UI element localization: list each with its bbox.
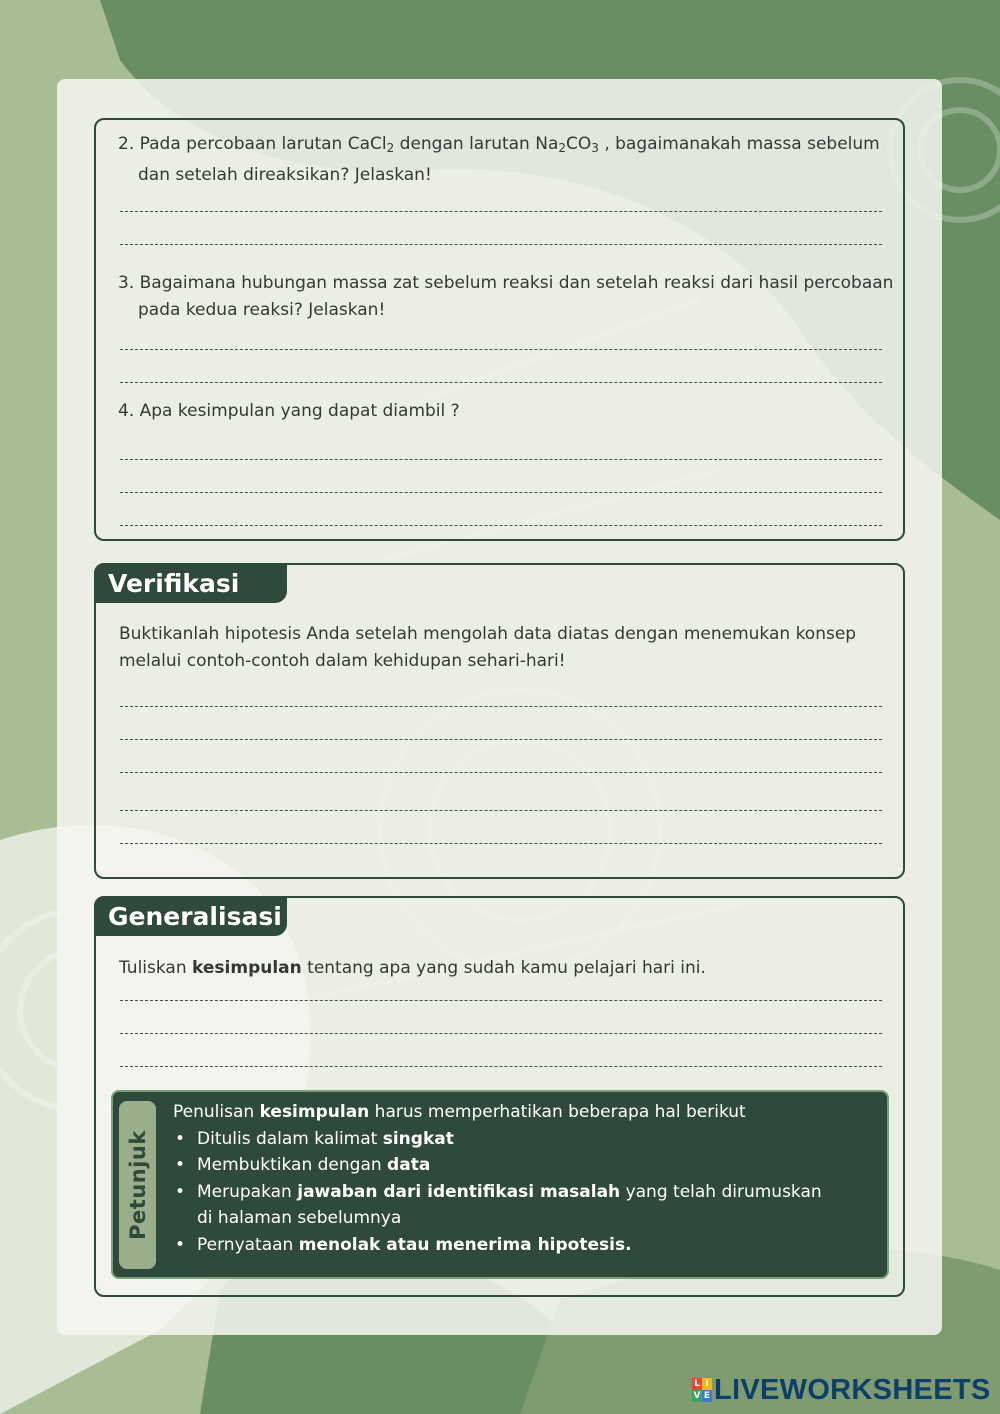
petunjuk-content bbox=[173, 1099, 873, 1258]
petunjuk-list bbox=[173, 1126, 873, 1259]
list-item: • Membuktikan dengan data bbox=[173, 1152, 873, 1179]
answer-line[interactable] bbox=[120, 382, 882, 383]
question-4 bbox=[118, 398, 908, 425]
question-3-line2: pada kedua reaksi? Jelaskan! bbox=[138, 300, 386, 320]
answer-line[interactable] bbox=[120, 459, 882, 460]
verifikasi-prompt-line1: Buktikanlah hipotesis Anda setelah mengolah data diatas dengan menemukan konsep bbox=[119, 624, 857, 644]
answer-line[interactable] bbox=[120, 772, 882, 773]
answer-line[interactable] bbox=[120, 349, 882, 350]
list-item: • Ditulis dalam kalimat singkat bbox=[173, 1126, 873, 1153]
petunjuk-label-text: Petunjuk bbox=[125, 1130, 150, 1240]
answer-line[interactable] bbox=[120, 492, 882, 493]
question-3 bbox=[118, 270, 908, 324]
verifikasi-prompt bbox=[119, 621, 899, 675]
generalisasi-prompt: Tuliskan kesimpulan tentang apa yang sudah kamu pelajari hari ini. bbox=[119, 958, 706, 978]
liveworksheets-logo-icon: L I V E bbox=[693, 1379, 711, 1401]
list-item: • Pernyataan menolak atau menerima hipotesis. bbox=[173, 1232, 873, 1259]
verifikasi-title: Verifikasi bbox=[94, 564, 287, 603]
answer-line[interactable] bbox=[120, 706, 882, 707]
answer-line[interactable] bbox=[120, 1066, 882, 1067]
liveworksheets-logo[interactable] bbox=[692, 1374, 991, 1406]
answer-line[interactable] bbox=[120, 525, 882, 526]
answer-line[interactable] bbox=[120, 1033, 882, 1034]
question-2-line2: dan setelah direaksikan? Jelaskan! bbox=[138, 165, 432, 185]
question-3-line1: 3. Bagaimana hubungan massa zat sebelum reaksi dan setelah reaksi dari hasil percobaan bbox=[118, 273, 894, 293]
verifikasi-box bbox=[94, 563, 905, 879]
answer-line[interactable] bbox=[120, 739, 882, 740]
answer-line[interactable] bbox=[120, 843, 882, 844]
answer-line[interactable] bbox=[120, 211, 882, 212]
question-2 bbox=[118, 131, 908, 189]
answer-line[interactable] bbox=[120, 1000, 882, 1001]
logo-text: LIVEWORKSHEETS bbox=[714, 1373, 991, 1406]
answer-line[interactable] bbox=[120, 244, 882, 245]
list-item: • Merupakan jawaban dari identifikasi masalah yang telah dirumuskan di halaman sebelumnya bbox=[173, 1179, 873, 1232]
verifikasi-prompt-line2: melalui contoh-contoh dalam kehidupan sehari-hari! bbox=[119, 651, 566, 671]
petunjuk-label bbox=[119, 1101, 156, 1269]
answer-line[interactable] bbox=[120, 810, 882, 811]
generalisasi-title: Generalisasi bbox=[94, 897, 287, 936]
question-2-line1: 2. Pada percobaan larutan CaCl$_2$ dengan larutan $Na_2CO_3$ , bagaimanakah massa sebelum bbox=[118, 134, 880, 155]
petunjuk-intro: Penulisan kesimpulan harus memperhatikan beberapa hal berikut bbox=[173, 1102, 746, 1122]
question-4-line1: 4. Apa kesimpulan yang dapat diambil ? bbox=[118, 401, 460, 421]
